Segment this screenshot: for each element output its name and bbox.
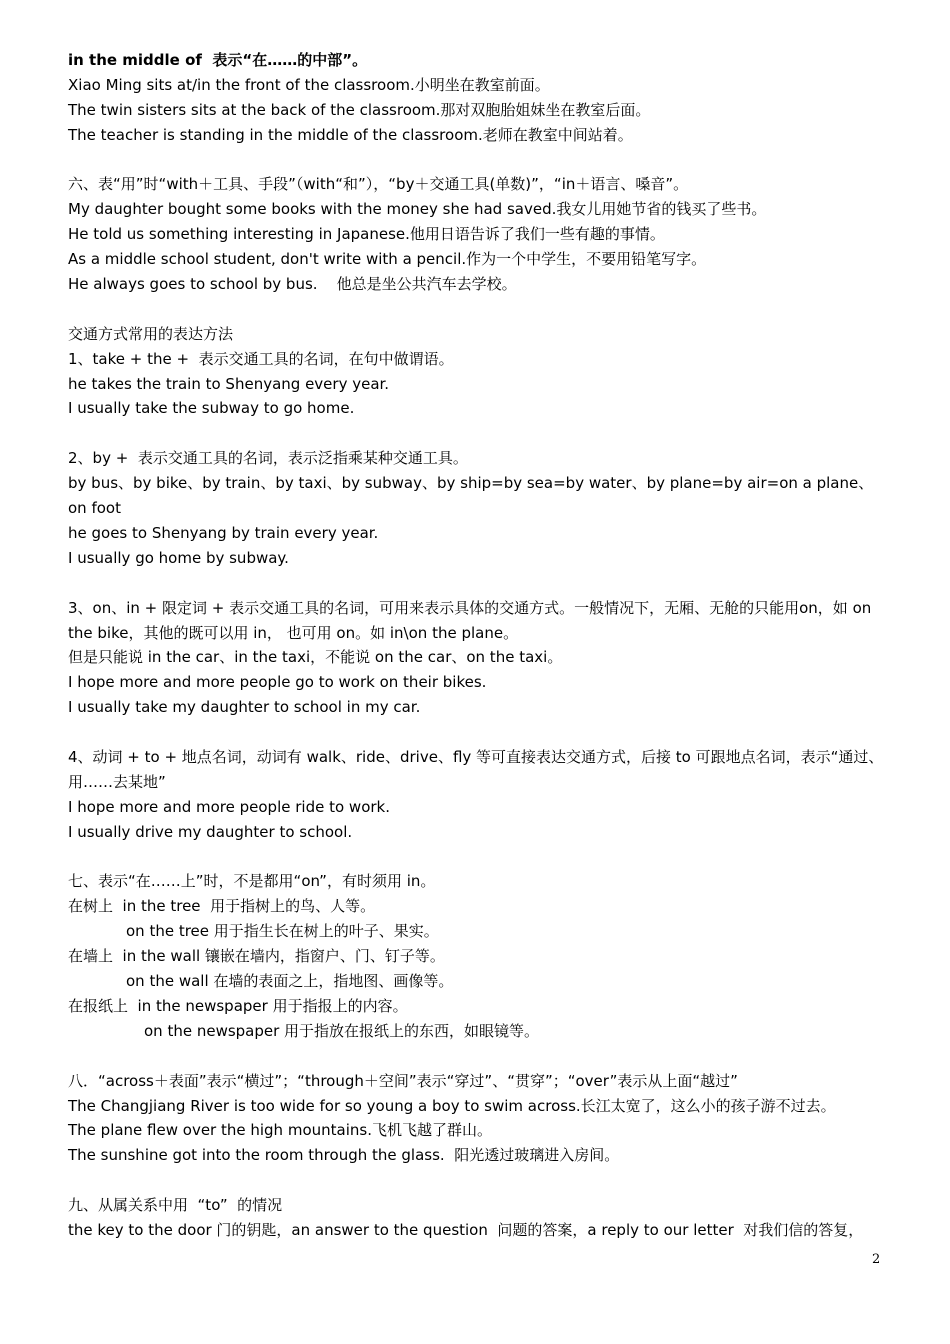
text-line: 在墙上 in the wall 镶嵌在墙内，指窗户、门、钉子等。 <box>68 947 445 966</box>
text-line: 3、on、in + 限定词 + 表示交通工具的名词，可用来表示具体的交通方式。一般情况下，无厢、无舱的只能用on，如 on the bike，其他的既可以用 in， 也可用 on。如 in\on the plane。 <box>68 598 872 642</box>
text-line: 在报纸上 in the newspaper 用于指报上的内容。 <box>68 996 408 1015</box>
section-heading: 八．“across＋表面”表示“横过”；“through＋空间”表示“穿过”、“贯穿”；“over”表示从上面“越过” <box>68 1071 738 1090</box>
text-line: by bus、by bike、by train、by taxi、by subway、by ship=by sea=by water、by plane=by air=on a plane、 on foot <box>68 474 874 518</box>
section-heading: 七、表示“在……上”时，不是都用“on”，有时须用 in。 <box>68 872 436 891</box>
text-line: the key to the door 门的钥匙，an answer to the question 问题的答案，a reply to our letter 对我们信的答复， <box>68 1220 864 1239</box>
text-line: I usually drive my daughter to school. <box>68 822 353 841</box>
text-line: My daughter bought some books with the money she had saved.我女儿用她节省的钱买了些书。 <box>68 200 767 219</box>
text-line: on the wall 在墙的表面之上，指地图、画像等。 <box>126 972 454 991</box>
text-line: The sunshine got into the room through the glass. 阳光透过玻璃进入房间。 <box>68 1146 620 1165</box>
section-heading: 交通方式常用的表达方法 <box>68 324 234 343</box>
text-line: he takes the train to Shenyang every year. <box>68 374 390 393</box>
text-line: The twin sisters sits at the back of the classroom.那对双胞胎姐妹坐在教室后面。 <box>68 100 651 119</box>
text-line: he goes to Shenyang by train every year. <box>68 523 379 542</box>
text-line: 2、by + 表示交通工具的名词，表示泛指乘某种交通工具。 <box>68 449 468 468</box>
section-heading: 六、表“用”时“with＋工具、手段”（with“和”），“by＋交通工具(单数)”，“in＋语言、嗓音”。 <box>68 175 689 194</box>
text-line: He told us something interesting in Japanese.他用日语告诉了我们一些有趣的事情。 <box>68 225 665 244</box>
text-line: I usually take my daughter to school in my car. <box>68 698 421 717</box>
text-line: 1、take + the + 表示交通工具的名词，在句中做谓语。 <box>68 349 454 368</box>
text-line: The plane flew over the high mountains.飞机飞越了群山。 <box>68 1121 492 1140</box>
text-line: on the newspaper 用于指放在报纸上的东西，如眼镜等。 <box>144 1021 540 1040</box>
text-line: As a middle school student, don't write with a pencil.作为一个中学生，不要用铅笔写字。 <box>68 250 707 269</box>
text-line: 但是只能说 in the car、in the taxi，不能说 on the car、on the taxi。 <box>68 648 563 667</box>
text-line: The teacher is standing in the middle of the classroom.老师在教室中间站着。 <box>68 125 633 144</box>
page-number: 2 <box>872 1252 881 1267</box>
text-line: 4、动词 + to + 地点名词，动词有 walk、ride、drive、fly 等可直接表达交通方式，后接 to 可跟地点名词，表示“通过、用……去某地” <box>68 748 884 791</box>
text-line: in the middle of 表示“在……的中部”。 <box>68 51 368 69</box>
text-line: I usually take the subway to go home. <box>68 399 355 418</box>
section-heading: 九、从属关系中用 “to” 的情况 <box>68 1196 283 1215</box>
text-line: He always goes to school by bus. 他总是坐公共汽车去学校。 <box>68 275 517 294</box>
text-line: 在树上 in the tree 用于指树上的鸟、人等。 <box>68 897 376 916</box>
text-line: I hope more and more people go to work on their bikes. <box>68 673 487 692</box>
document-body <box>68 48 888 1243</box>
text-line: Xiao Ming sits at/in the front of the classroom.小明坐在教室前面。 <box>68 75 550 94</box>
text-line: I usually go home by subway. <box>68 548 289 567</box>
text-line: The Changjiang River is too wide for so young a boy to swim across.长江太宽了，这么小的孩子游不过去。 <box>68 1096 836 1115</box>
text-line: I hope more and more people ride to work. <box>68 797 390 816</box>
text-line: on the tree 用于指生长在树上的叶子、果实。 <box>126 922 439 941</box>
